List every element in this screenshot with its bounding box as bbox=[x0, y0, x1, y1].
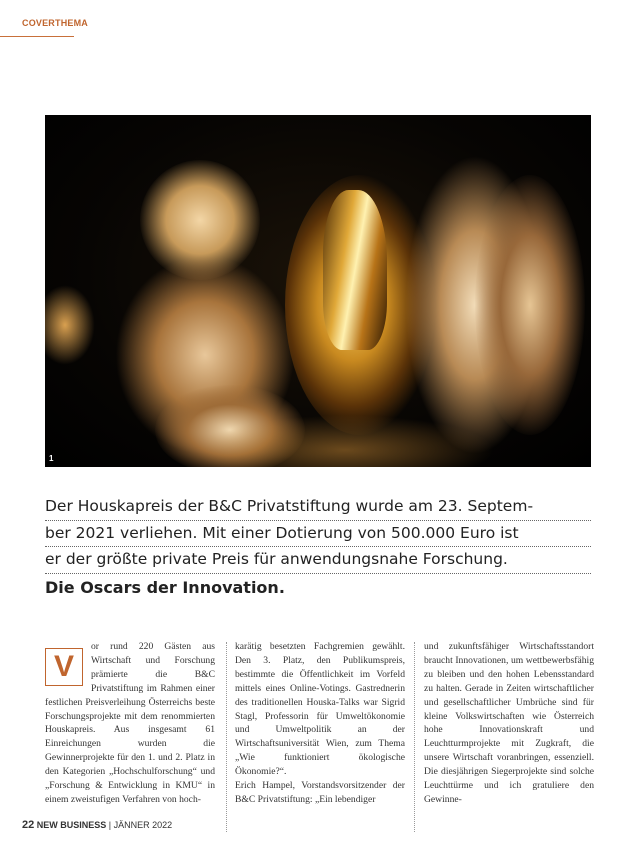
body-text: Erich Hampel, Vorstandsvorsitzender der B&C Privatstiftung: „Ein lebendiger bbox=[235, 780, 405, 805]
issue-date: JÄNNER 2022 bbox=[113, 820, 173, 830]
body-text: karätig besetzten Fachgremien gewählt. Den 3. Platz, den Publikumspreis, bestimmte die Öffentlichkeit im Vorfeld mittels eines Online-Votings. Gastrednerin des traditionellen Houska-Talks war Sigrid Stagl, Professorin für Umweltökonomie und Umweltpolitik an der Wirtschaftsuniversität Wien, zum Thema „Wie funktioniert ökologische Ökonomie?“. bbox=[235, 641, 405, 778]
section-tag-label: COVERTHEMA bbox=[22, 18, 89, 28]
magazine-name: NEW BUSINESS bbox=[36, 820, 107, 830]
trophy-center-head bbox=[323, 190, 387, 350]
body-column-2 bbox=[235, 640, 405, 807]
body-text: or rund 220 Gästen aus Wirtschaft und Forschung prämierte die B&C Privatstiftung im Rahmen einer festlichen Preisverleihung Österreichs beste Forschungsprojekte mit dem renommierten Houskapreis. Aus insgesamt 61 Einreichungen wurden die Gewinnerprojekte für den 1. und 2. Platz in den Kategorien „Hochschulforschung“ und „Forschung & Entwicklung in KMU“ in einem zweistufigen Verfahren von hoch- bbox=[45, 641, 215, 805]
drop-cap: V bbox=[45, 648, 83, 686]
trophy-right-blur-2 bbox=[475, 175, 585, 435]
article-headline: Die Oscars der Innovation. bbox=[45, 577, 285, 597]
column-divider bbox=[414, 642, 415, 832]
body-text: und zukunftsfähiger Wirtschaftsstandort braucht Innovationen, um wettbewerbsfähig zu bleiben und den hohen Lebensstandard zu halten. Gerade in Zeiten wirtschaftlicher und gesellschaftlicher Umbrüche sind für kleine Volkswirtschaften wie Österreich hohe Innovationskraft und Leuchtturmprojekte mit Zugkraft, die unsere Wirtschaft voranbringen, essenziell. Die diesjährigen Siegerprojekte sind solche Leuchttürme und ich gratuliere den Gewinne- bbox=[424, 641, 594, 805]
lead-line: ber 2021 verliehen. Mit einer Dotierung von 500.000 Euro ist bbox=[45, 521, 591, 548]
section-tag bbox=[0, 14, 89, 37]
lead-paragraph bbox=[45, 494, 591, 600]
trophy-blur-far-left bbox=[45, 285, 95, 365]
page-number: 22 bbox=[22, 819, 35, 831]
lead-line: Der Houskapreis der B&C Privatstiftung wurde am 23. Septem- bbox=[45, 494, 591, 521]
trophy-photo bbox=[45, 115, 591, 467]
figure-number: 1 bbox=[49, 454, 54, 463]
lead-line: er der größte private Preis für anwendungsnahe Forschung. bbox=[45, 547, 591, 574]
column-divider bbox=[226, 642, 227, 832]
page-footer bbox=[22, 819, 172, 831]
body-column-1 bbox=[45, 640, 215, 807]
footer-separator: | bbox=[108, 820, 112, 830]
body-column-3 bbox=[424, 640, 594, 807]
